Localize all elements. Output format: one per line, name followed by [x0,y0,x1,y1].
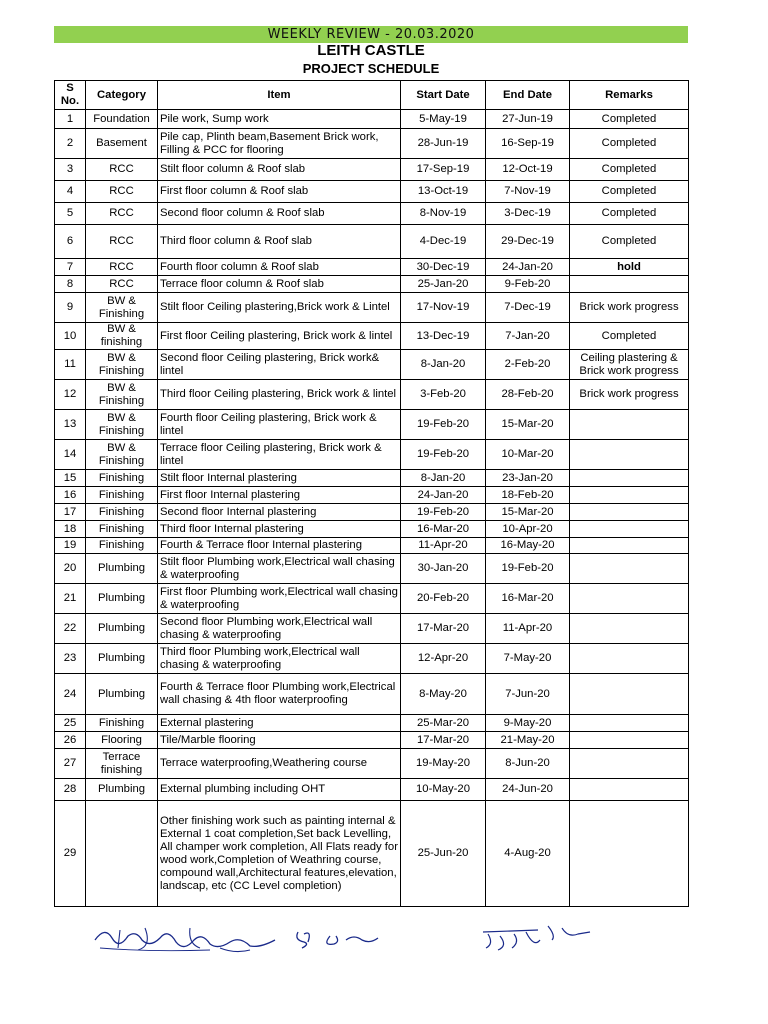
cell-end-date: 27-Jun-19 [486,110,570,129]
table-header-row [55,81,689,110]
table-row [55,470,689,487]
cell-item: Third floor Plumbing work,Electrical wall chasing & waterproofing [158,644,401,674]
header-sno: S No. [55,81,86,110]
cell-remarks [570,614,689,644]
cell-sno: 1 [55,110,86,129]
cell-remarks: Completed [570,323,689,350]
cell-category: RCC [86,159,158,181]
cell-item: First floor Ceiling plastering, Brick work & lintel [158,323,401,350]
cell-sno: 19 [55,538,86,554]
cell-item: First floor column & Roof slab [158,181,401,203]
cell-remarks [570,779,689,801]
cell-item: Terrace floor column & Roof slab [158,276,401,293]
cell-end-date: 15-Mar-20 [486,410,570,440]
cell-start-date: 13-Oct-19 [401,181,486,203]
cell-start-date: 19-May-20 [401,749,486,779]
cell-remarks [570,440,689,470]
table-row [55,487,689,504]
cell-start-date: 11-Apr-20 [401,538,486,554]
table-row [55,181,689,203]
cell-start-date: 30-Dec-19 [401,259,486,276]
cell-end-date: 9-Feb-20 [486,276,570,293]
cell-remarks: Completed [570,159,689,181]
cell-sno: 25 [55,715,86,732]
cell-item: Third floor Internal plastering [158,521,401,538]
cell-end-date: 19-Feb-20 [486,554,570,584]
table-row [55,644,689,674]
header-remarks: Remarks [570,81,689,110]
cell-item: Other finishing work such as painting internal & External 1 coat completion,Set back Levelling, All champer work completion, All Flats ready for wood work,Completion of Weathring course, compound wall,Architectural features,elevation, landscap, etc (CC Level completion) [158,801,401,907]
cell-end-date: 2-Feb-20 [486,350,570,380]
cell-start-date: 4-Dec-19 [401,225,486,259]
cell-category: Plumbing [86,614,158,644]
cell-start-date: 17-Sep-19 [401,159,486,181]
cell-category: Finishing [86,538,158,554]
cell-end-date: 3-Dec-19 [486,203,570,225]
cell-end-date: 9-May-20 [486,715,570,732]
header-item: Item [158,81,401,110]
cell-item: Second floor Plumbing work,Electrical wall chasing & waterproofing [158,614,401,644]
cell-remarks [570,538,689,554]
cell-remarks: Completed [570,181,689,203]
table-row [55,801,689,907]
cell-sno: 7 [55,259,86,276]
cell-sno: 9 [55,293,86,323]
table-row [55,380,689,410]
cell-category: Terrace finishing [86,749,158,779]
cell-end-date: 16-Sep-19 [486,129,570,159]
cell-item: Pile work, Sump work [158,110,401,129]
cell-sno: 2 [55,129,86,159]
cell-item: Stilt floor Plumbing work,Electrical wall chasing & waterproofing [158,554,401,584]
table-row [55,715,689,732]
cell-category: Plumbing [86,644,158,674]
signature-2-icon [290,918,390,958]
cell-item: Stilt floor Ceiling plastering,Brick work & Lintel [158,293,401,323]
cell-item: Second floor Ceiling plastering, Brick work& lintel [158,350,401,380]
cell-sno: 21 [55,584,86,614]
cell-remarks: Brick work progress [570,293,689,323]
cell-sno: 16 [55,487,86,504]
cell-remarks [570,801,689,907]
cell-end-date: 12-Oct-19 [486,159,570,181]
cell-sno: 15 [55,470,86,487]
cell-item: Second floor column & Roof slab [158,203,401,225]
header-start-date: Start Date [401,81,486,110]
cell-item: Tile/Marble flooring [158,732,401,749]
cell-end-date: 7-Jan-20 [486,323,570,350]
cell-end-date: 28-Feb-20 [486,380,570,410]
cell-item: Stilt floor Internal plastering [158,470,401,487]
cell-start-date: 19-Feb-20 [401,440,486,470]
cell-start-date: 8-Jan-20 [401,350,486,380]
cell-start-date: 17-Nov-19 [401,293,486,323]
cell-item: Fourth floor column & Roof slab [158,259,401,276]
cell-remarks: Completed [570,203,689,225]
cell-sno: 26 [55,732,86,749]
table-row [55,110,689,129]
cell-start-date: 8-May-20 [401,674,486,715]
cell-remarks [570,554,689,584]
cell-remarks [570,410,689,440]
cell-item: Pile cap, Plinth beam,Basement Brick work, Filling & PCC for flooring [158,129,401,159]
table-row [55,225,689,259]
cell-end-date: 4-Aug-20 [486,801,570,907]
cell-sno: 3 [55,159,86,181]
cell-start-date: 17-Mar-20 [401,732,486,749]
cell-category: Basement [86,129,158,159]
cell-category: BW & Finishing [86,380,158,410]
cell-item: Terrace floor Ceiling plastering, Brick work & lintel [158,440,401,470]
cell-start-date: 30-Jan-20 [401,554,486,584]
table-row [55,554,689,584]
header-category: Category [86,81,158,110]
cell-item: Second floor Internal plastering [158,504,401,521]
cell-end-date: 11-Apr-20 [486,614,570,644]
schedule-rows [55,110,689,907]
cell-category: Finishing [86,487,158,504]
table-row [55,159,689,181]
table-row [55,538,689,554]
table-row [55,584,689,614]
cell-end-date: 7-Nov-19 [486,181,570,203]
table-row [55,293,689,323]
cell-remarks: Ceiling plastering & Brick work progress [570,350,689,380]
cell-category: RCC [86,259,158,276]
cell-end-date: 15-Mar-20 [486,504,570,521]
cell-category: BW & Finishing [86,410,158,440]
cell-sno: 20 [55,554,86,584]
cell-sno: 14 [55,440,86,470]
cell-end-date: 21-May-20 [486,732,570,749]
cell-end-date: 10-Apr-20 [486,521,570,538]
cell-item: Fourth floor Ceiling plastering, Brick work & lintel [158,410,401,440]
cell-end-date: 24-Jun-20 [486,779,570,801]
cell-end-date: 29-Dec-19 [486,225,570,259]
cell-sno: 17 [55,504,86,521]
cell-remarks [570,644,689,674]
cell-item: Fourth & Terrace floor Internal plastering [158,538,401,554]
cell-sno: 28 [55,779,86,801]
cell-start-date: 8-Jan-20 [401,470,486,487]
cell-sno: 5 [55,203,86,225]
table-row [55,614,689,644]
cell-remarks [570,504,689,521]
cell-item: Fourth & Terrace floor Plumbing work,Electrical wall chasing & 4th floor waterproofing [158,674,401,715]
cell-remarks [570,521,689,538]
schedule-table [54,80,689,907]
cell-end-date: 24-Jan-20 [486,259,570,276]
cell-end-date: 16-Mar-20 [486,584,570,614]
table-row [55,350,689,380]
cell-remarks [570,749,689,779]
table-row [55,410,689,440]
cell-remarks [570,732,689,749]
cell-category: BW & finishing [86,323,158,350]
cell-start-date: 20-Feb-20 [401,584,486,614]
cell-end-date: 18-Feb-20 [486,487,570,504]
cell-remarks: Completed [570,129,689,159]
cell-remarks [570,674,689,715]
header-end-date: End Date [486,81,570,110]
cell-category: Flooring [86,732,158,749]
cell-end-date: 7-Dec-19 [486,293,570,323]
table-row [55,732,689,749]
cell-start-date: 16-Mar-20 [401,521,486,538]
project-name: LEITH CASTLE [317,42,425,59]
cell-remarks: Completed [570,225,689,259]
cell-end-date: 7-Jun-20 [486,674,570,715]
cell-start-date: 5-May-19 [401,110,486,129]
cell-category: Foundation [86,110,158,129]
table-row [55,674,689,715]
cell-remarks [570,715,689,732]
table-row [55,749,689,779]
cell-category: Plumbing [86,674,158,715]
cell-sno: 23 [55,644,86,674]
cell-start-date: 13-Dec-19 [401,323,486,350]
cell-end-date: 23-Jan-20 [486,470,570,487]
cell-item: First floor Internal plastering [158,487,401,504]
cell-sno: 24 [55,674,86,715]
page-subtitle: PROJECT SCHEDULE [302,61,440,76]
cell-remarks [570,470,689,487]
cell-end-date: 16-May-20 [486,538,570,554]
table-row [55,129,689,159]
cell-category: Finishing [86,504,158,521]
cell-remarks [570,276,689,293]
cell-category: BW & Finishing [86,440,158,470]
cell-category: Finishing [86,521,158,538]
cell-sno: 10 [55,323,86,350]
cell-end-date: 7-May-20 [486,644,570,674]
cell-item: External plumbing including OHT [158,779,401,801]
cell-category: RCC [86,276,158,293]
cell-sno: 4 [55,181,86,203]
cell-start-date: 25-Jun-20 [401,801,486,907]
cell-category [86,801,158,907]
cell-start-date: 12-Apr-20 [401,644,486,674]
cell-category: RCC [86,203,158,225]
cell-item: Third floor column & Roof slab [158,225,401,259]
cell-sno: 29 [55,801,86,907]
signature-3-icon [478,918,598,958]
cell-item: Terrace waterproofing,Weathering course [158,749,401,779]
cell-sno: 22 [55,614,86,644]
cell-start-date: 8-Nov-19 [401,203,486,225]
table-row [55,779,689,801]
cell-sno: 12 [55,380,86,410]
cell-start-date: 25-Jan-20 [401,276,486,293]
table-row [55,323,689,350]
cell-start-date: 10-May-20 [401,779,486,801]
cell-category: RCC [86,225,158,259]
cell-item: First floor Plumbing work,Electrical wall chasing & waterproofing [158,584,401,614]
cell-end-date: 8-Jun-20 [486,749,570,779]
cell-start-date: 3-Feb-20 [401,380,486,410]
table-row [55,440,689,470]
cell-start-date: 24-Jan-20 [401,487,486,504]
cell-start-date: 19-Feb-20 [401,410,486,440]
cell-sno: 18 [55,521,86,538]
cell-start-date: 17-Mar-20 [401,614,486,644]
cell-sno: 27 [55,749,86,779]
cell-item: Third floor Ceiling plastering, Brick work & lintel [158,380,401,410]
cell-category: Plumbing [86,779,158,801]
weekly-review-banner: WEEKLY REVIEW - 20.03.2020 [54,26,688,43]
cell-remarks: Brick work progress [570,380,689,410]
table-row [55,504,689,521]
cell-category: Plumbing [86,554,158,584]
table-row [55,276,689,293]
cell-category: RCC [86,181,158,203]
cell-category: Finishing [86,470,158,487]
cell-start-date: 28-Jun-19 [401,129,486,159]
cell-remarks [570,487,689,504]
cell-item: External plastering [158,715,401,732]
cell-sno: 13 [55,410,86,440]
cell-category: BW & Finishing [86,350,158,380]
cell-item: Stilt floor column & Roof slab [158,159,401,181]
cell-start-date: 19-Feb-20 [401,504,486,521]
cell-end-date: 10-Mar-20 [486,440,570,470]
table-row [55,259,689,276]
table-row [55,521,689,538]
cell-sno: 11 [55,350,86,380]
signature-1-icon [90,918,290,958]
cell-remarks: Completed [570,110,689,129]
cell-start-date: 25-Mar-20 [401,715,486,732]
cell-category: Finishing [86,715,158,732]
cell-sno: 8 [55,276,86,293]
table-row [55,203,689,225]
cell-sno: 6 [55,225,86,259]
cell-category: BW & Finishing [86,293,158,323]
cell-remarks: hold [570,259,689,276]
cell-category: Plumbing [86,584,158,614]
cell-remarks [570,584,689,614]
